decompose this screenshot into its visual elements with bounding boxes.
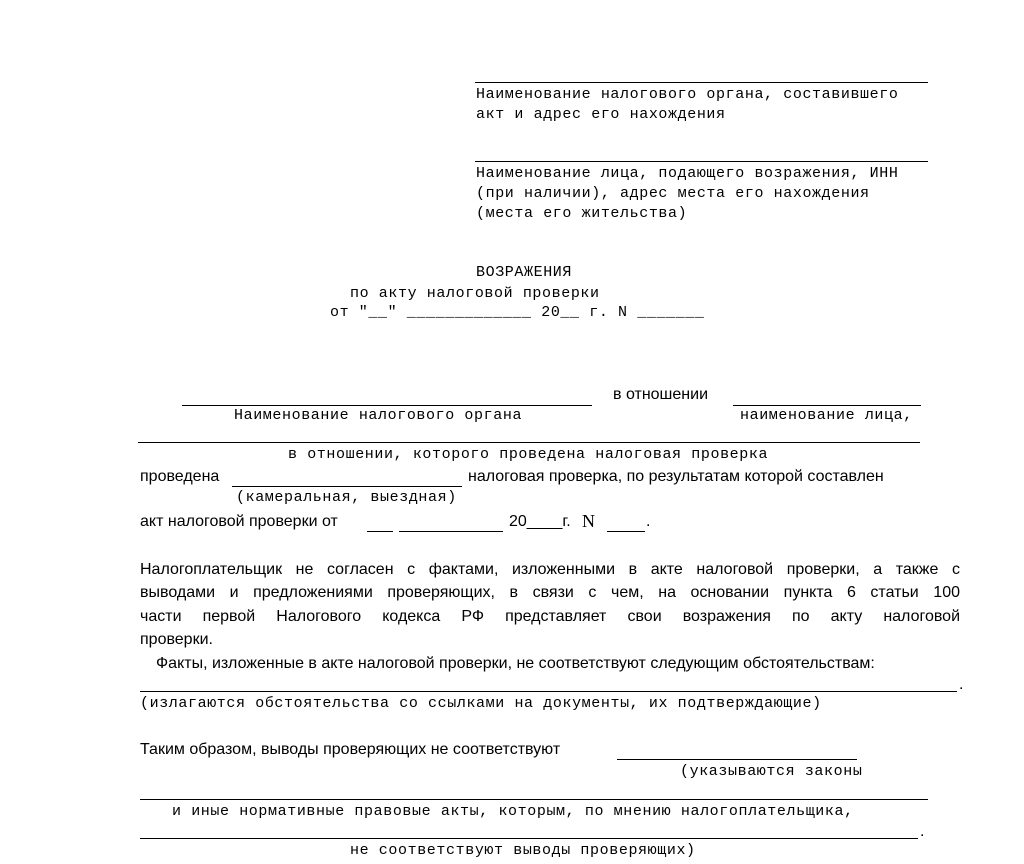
objector-caption-3: (места его жительства) xyxy=(476,205,688,222)
person-name-caption: наименование лица, xyxy=(740,407,913,424)
laws-caption-2: и иные нормативные правовые акты, которым, по мнению налогоплательщика, xyxy=(172,803,854,820)
objector-caption-2: (при наличии), адрес места его нахождения xyxy=(476,185,870,202)
laws-line-1 xyxy=(617,759,857,760)
laws-caption-1: (указываются законы xyxy=(680,763,863,780)
paragraph-line-3: части первой Налогового кодекса РФ представляет свои возражения по акту налоговой xyxy=(140,608,960,625)
conclusion-prefix: Таким образом, выводы проверяющих не соответствуют xyxy=(140,741,561,758)
act-year: 20____г. xyxy=(509,513,571,530)
act-number-sign: N xyxy=(582,511,595,531)
act-prefix: акт налоговой проверки от xyxy=(140,513,338,530)
act-number-line xyxy=(607,531,645,532)
in-relation-label: в отношении xyxy=(613,386,708,403)
objector-caption-1: Наименование лица, подающего возражения, ИНН xyxy=(476,165,899,182)
conducted-prefix: проведена xyxy=(140,468,220,485)
audited-person-caption: в отношении, которого проведена налоговая проверка xyxy=(288,446,769,463)
laws-dot: . xyxy=(920,823,925,840)
person-name-line xyxy=(733,405,921,406)
conducted-suffix: налоговая проверка, по результатам которой составлен xyxy=(468,468,884,485)
paragraph-line-1: Налогоплательщик не согласен с фактами, изложенными в акте налоговой проверки, а также с xyxy=(140,561,960,578)
circumstances-caption: (излагаются обстоятельства со ссылками на документы, их подтверждающие) xyxy=(140,695,822,712)
act-dot: . xyxy=(646,513,651,530)
audited-person-line xyxy=(138,442,920,443)
document-subtitle: по акту налоговой проверки xyxy=(350,285,600,302)
objector-field-line xyxy=(475,161,928,162)
authority-name-caption: Наименование налогового органа xyxy=(234,407,523,424)
facts-line: Факты, изложенные в акте налоговой проверки, не соответствуют следующим обстоятельствам: xyxy=(156,655,875,672)
tax-authority-field-line xyxy=(475,82,928,83)
laws-caption-3: не соответствуют выводы проверяющих) xyxy=(350,842,696,859)
paragraph-line-4: проверки. xyxy=(140,631,213,648)
tax-authority-caption-2: акт и адрес его нахождения xyxy=(476,106,726,123)
act-day-line xyxy=(367,531,393,532)
act-month-line xyxy=(399,531,503,532)
laws-line-3 xyxy=(140,838,918,839)
paragraph-line-2: выводами и предложениями проверяющих, в связи с чем, на основании пункта 6 статьи 100 xyxy=(140,584,960,601)
document-date-line: от "__" _____________ 20__ г. N _______ xyxy=(330,304,705,321)
audit-type-line xyxy=(232,486,462,487)
document-title: ВОЗРАЖЕНИЯ xyxy=(476,264,573,281)
circumstances-dot: . xyxy=(959,676,964,693)
circumstances-line xyxy=(140,691,957,692)
laws-line-2 xyxy=(140,799,928,800)
audit-type-caption: (камеральная, выездная) xyxy=(236,489,457,506)
tax-authority-caption-1: Наименование налогового органа, составившего xyxy=(476,86,899,103)
tax-authority-name-line xyxy=(182,405,592,406)
